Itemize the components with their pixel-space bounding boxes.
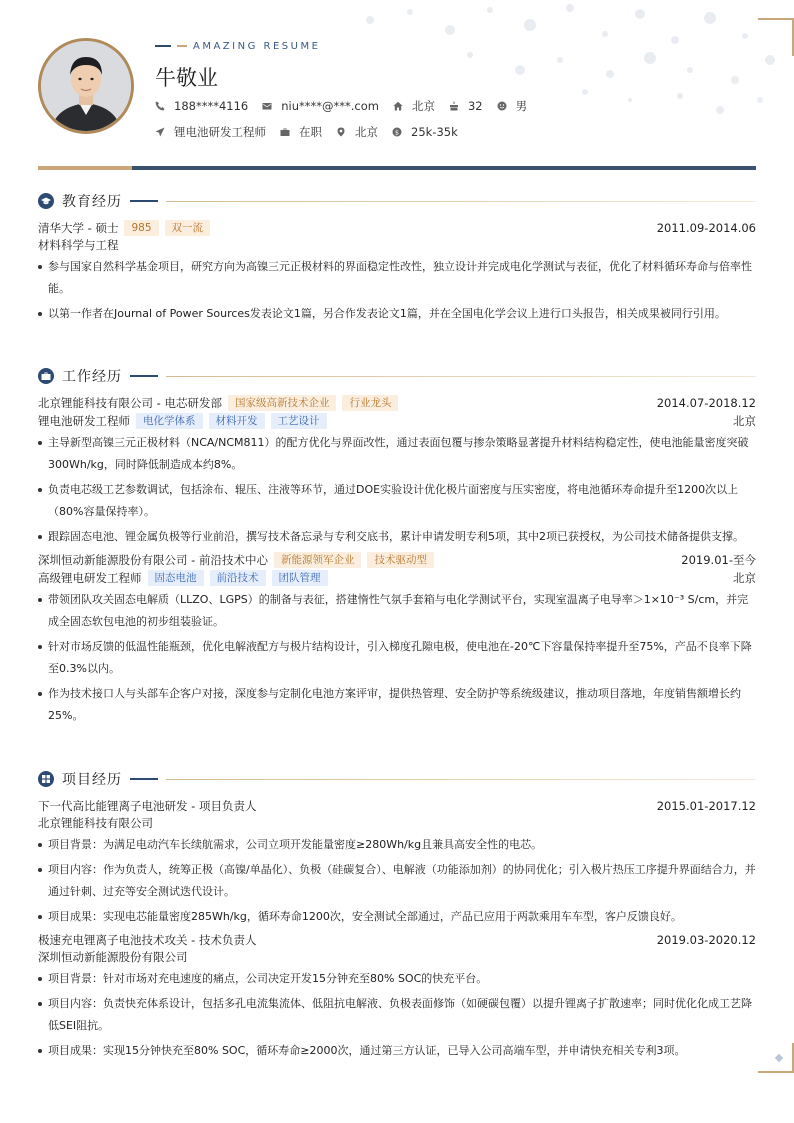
education-period: 2011.09-2014.06 <box>656 221 756 235</box>
header-divider <box>38 166 756 170</box>
company-name: 深圳恒动新能源股份有限公司 - 前沿技术中心 <box>38 553 268 567</box>
work-title: 工作经历 <box>62 369 122 385</box>
avatar <box>38 38 134 134</box>
education-bullet: 参与国家自然科学基金项目，研究方向为高镍三元正极材料的界面稳定性改性，独立设计并完成电化学测试与表征，优化了材料循环寿命与倍率性能。 <box>38 256 756 300</box>
education-section <box>38 190 756 328</box>
work-location: 北京 <box>733 414 756 428</box>
work-bullet: 作为技术接口人与头部车企客户对接，深度参与定制化电池方案评审，提供热管理、安全防护等系统级建议，推动项目落地，年度销售额增长约25%。 <box>38 683 756 727</box>
briefcase-section-icon <box>38 368 54 384</box>
role-name: 锂电池研发工程师 <box>38 414 130 428</box>
school-name: 清华大学 - 硕士 <box>38 221 119 235</box>
job-target-text: 锂电池研发工程师 <box>174 125 266 139</box>
header <box>155 40 755 142</box>
candidate-name: 牛敬业 <box>155 66 218 90</box>
work-bullet: 负责电芯级工艺参数调试，包括涂布、辊压、注液等环节，通过DOE实验设计优化极片面密度与压实密度，将电池循环寿命提升至1200次以上（80%容量保持率）。 <box>38 479 756 523</box>
graduation-cap-icon <box>38 193 54 209</box>
corner-decoration-top <box>758 18 794 56</box>
project-bullet: 项目成果：实现电芯能量密度285Wh/kg，循环寿命1200次，安全测试全部通过，产品已应用于两款乘用车车型，客户反馈良好。 <box>38 906 756 928</box>
major: 材料科学与工程 <box>38 238 119 252</box>
project-bullet: 项目背景：为满足电动汽车长续航需求，公司立项开发能量密度≥280Wh/kg且兼具高安全性的电芯。 <box>38 834 756 856</box>
company-tag: 国家级高新技术企业 <box>228 395 337 411</box>
work-bullet: 跟踪固态电池、锂金属负极等行业前沿，撰写技术备忘录与专利交底书，累计申请发明专利5项，其中2项已获授权，为公司技术储备提供支撑。 <box>38 526 756 548</box>
work-bullet: 针对市场反馈的低温性能瓶颈，优化电解液配方与极片结构设计，引入梯度孔隙电极，使电池在-20℃下容量保持率提升至75%，产品不良率下降至0.3%以内。 <box>38 636 756 680</box>
role-tag: 团队管理 <box>272 570 328 586</box>
company-name: 北京锂能科技有限公司 - 电芯研发部 <box>38 396 222 410</box>
project-bullet: 项目背景：针对市场对充电速度的痛点，公司决定开发15分钟充至80% SOC的快充平台。 <box>38 968 756 990</box>
project-bullet: 项目内容：负责快充体系设计，包括多孔电流集流体、低阻抗电解液、负极表面修饰（如硬碳包覆）以提升锂离子扩散速率；同时优化化成工艺降低SEI阻抗。 <box>38 993 756 1037</box>
email-icon <box>262 101 272 111</box>
status-text: 在职 <box>299 125 322 139</box>
phone-text: 188****4116 <box>174 99 249 113</box>
education-bullet: 以第一作者在Journal of Power Sources发表论文1篇，另合作发表论文1篇，并在全国电化学会议上进行口头报告，相关成果被同行引用。 <box>38 303 756 325</box>
job-intention-row <box>155 122 755 142</box>
role-tag: 前沿技术 <box>210 570 266 586</box>
personal-info-row <box>155 96 755 116</box>
role-name: 高级锂电研发工程师 <box>38 571 142 585</box>
project-bullet: 项目内容：作为负责人，统筹正极（高镍/单晶化）、负极（硅碳复合）、电解液（功能添加剂）的协同优化；引入极片热压工序提升界面结合力，并通过针刺、过充等安全测试迭代设计。 <box>38 859 756 903</box>
tagline-text: AMAZING RESUME <box>193 40 321 52</box>
grid-icon <box>38 771 54 787</box>
briefcase-icon <box>280 127 290 137</box>
project-org: 北京锂能科技有限公司 <box>38 816 153 830</box>
project-period: 2019.03-2020.12 <box>656 933 756 947</box>
project-org: 深圳恒动新能源股份有限公司 <box>38 950 188 964</box>
corner-decoration-bottom <box>758 1043 794 1073</box>
project-header <box>38 768 756 790</box>
project-section <box>38 768 756 1065</box>
project-title: 项目经历 <box>62 772 122 788</box>
smile-icon <box>497 101 507 111</box>
role-tag: 工艺设计 <box>271 413 327 429</box>
work-location: 北京 <box>733 571 756 585</box>
salary-text: 25k-35k <box>411 125 458 139</box>
phone-icon <box>155 101 165 111</box>
project-bullet: 项目成果：实现15分钟快充至80% SOC，循环寿命≥2000次，通过第三方认证，已导入公司高端车型，并申请快充相关专利3项。 <box>38 1040 756 1062</box>
salary-icon <box>392 127 402 137</box>
work-bullet: 主导新型高镍三元正极材料（NCA/NCM811）的配方优化与界面改性，通过表面包覆与掺杂策略显著提升材料结构稳定性，使电池能量密度突破300Wh/kg，同时降低制造成本约8%。 <box>38 432 756 476</box>
location-pin-icon <box>336 127 346 137</box>
project-period: 2015.01-2017.12 <box>656 799 756 813</box>
work-entry <box>38 394 756 548</box>
work-period: 2014.07-2018.12 <box>656 396 756 410</box>
work-entry <box>38 551 756 727</box>
role-tag: 电化学体系 <box>136 413 203 429</box>
gender-text: 男 <box>515 99 528 113</box>
tagline <box>155 40 755 52</box>
school-tag: 双一流 <box>165 220 211 236</box>
company-tag: 技术驱动型 <box>367 552 434 568</box>
send-icon <box>155 127 165 137</box>
project-entry <box>38 931 756 1062</box>
work-bullet: 带领团队攻关固态电解质（LLZO、LGPS）的制备与表征，搭建惰性气氛手套箱与电化学测试平台，实现室温离子电导率＞1×10⁻³ S/cm，并完成全固态软包电池的初步组装验证。 <box>38 589 756 633</box>
school-tag: 985 <box>124 220 158 236</box>
work-section <box>38 365 756 730</box>
email-text: niu****@***.com <box>281 99 379 113</box>
svg-text:$: $ <box>394 128 400 137</box>
target-city-text: 北京 <box>355 125 378 139</box>
city-text: 北京 <box>411 99 435 113</box>
home-icon <box>393 101 403 111</box>
project-name: 下一代高比能锂离子电池研发 - 项目负责人 <box>38 799 257 813</box>
project-name: 极速充电锂离子电池技术攻关 - 技术负责人 <box>38 933 257 947</box>
role-tag: 固态电池 <box>148 570 204 586</box>
role-tag: 材料开发 <box>209 413 265 429</box>
education-header <box>38 190 756 212</box>
company-tag: 新能源领军企业 <box>274 552 362 568</box>
education-entry <box>38 219 756 325</box>
age-text: 32 <box>467 99 483 113</box>
project-entry <box>38 797 756 928</box>
cake-icon <box>449 101 459 111</box>
work-period: 2019.01-至今 <box>681 553 756 567</box>
work-header <box>38 365 756 387</box>
education-title: 教育经历 <box>62 194 122 210</box>
company-tag: 行业龙头 <box>342 395 398 411</box>
